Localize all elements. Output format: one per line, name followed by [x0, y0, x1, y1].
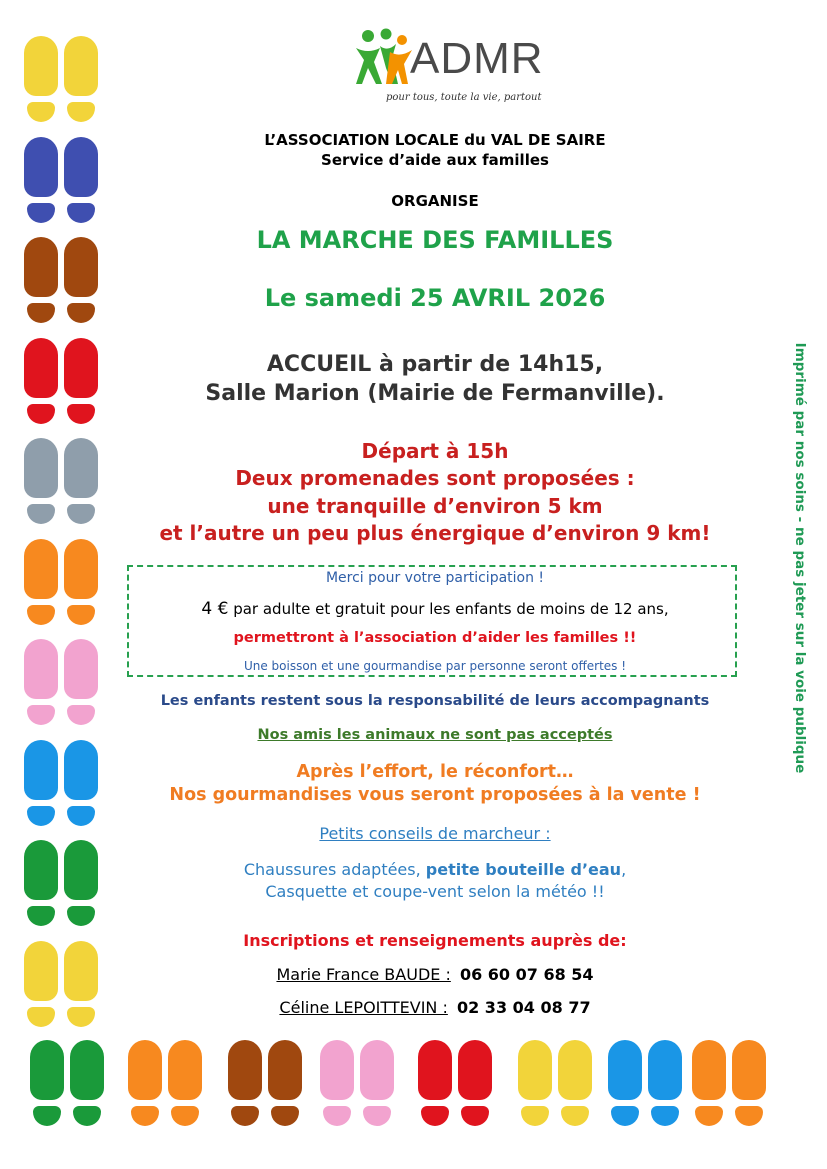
- animals-notice: Nos amis les animaux ne sont pas acceptés: [257, 727, 613, 743]
- organise-label: ORGANISE: [391, 192, 479, 210]
- tips-line1: [120, 860, 750, 879]
- footprint-icon: [64, 36, 98, 122]
- tips-line2: Casquette et coupe-vent selon la météo !!: [265, 882, 605, 901]
- footprint-icon: [518, 1040, 552, 1126]
- tips-heading: Petits conseils de marcheur :: [319, 824, 551, 843]
- footprint-icon: [24, 941, 58, 1027]
- admr-brand: ADMR: [410, 34, 544, 83]
- footprint-pair-icon: [24, 941, 98, 1027]
- welcome-place: Salle Marion (Mairie de Fermanville).: [205, 381, 665, 406]
- footprint-icon: [64, 137, 98, 223]
- footprint-pair-icon: [24, 639, 98, 725]
- tips-water: petite bouteille d’eau: [425, 860, 622, 879]
- comfort-line2: Nos gourmandises vous seront proposées à la vente !: [169, 785, 701, 805]
- footprint-icon: [24, 36, 58, 122]
- footprint-pair-icon: [24, 840, 98, 926]
- admr-people-icon: [352, 28, 416, 86]
- footprint-icon: [268, 1040, 302, 1126]
- footprint-pair-icon: [24, 740, 98, 826]
- footprint-icon: [458, 1040, 492, 1126]
- footprint-icon: [64, 539, 98, 625]
- footprint-pair-icon: [24, 539, 98, 625]
- footprint-icon: [228, 1040, 262, 1126]
- footprint-icon: [24, 740, 58, 826]
- footprint-icon: [64, 438, 98, 524]
- footprint-pair-icon: [24, 36, 98, 122]
- tips-comma: ,: [621, 860, 627, 879]
- event-date: Le samedi 25 AVRIL 2026: [264, 284, 606, 312]
- participation-benefit: permettront à l’association d’aider les familles !!: [233, 630, 637, 646]
- contact-name: Marie France BAUDE :: [276, 965, 451, 984]
- footprint-icon: [64, 740, 98, 826]
- footprint-icon: [64, 237, 98, 323]
- footprint-pair-icon: [24, 438, 98, 524]
- footprint-icon: [418, 1040, 452, 1126]
- walk-energetic: et l’autre un peu plus énergique d’environ 9 km!: [159, 521, 711, 545]
- footprint-pair-icon: [128, 1040, 202, 1126]
- contact-row: [120, 998, 750, 1017]
- walks-intro: Deux promenades sont proposées :: [235, 466, 635, 490]
- contact-phone: 02 33 04 08 77: [456, 998, 591, 1017]
- contact-phone: 06 60 07 68 54: [459, 965, 594, 984]
- footprint-pair-icon: [608, 1040, 682, 1126]
- children-notice: Les enfants restent sous la responsabilité de leurs accompagnants: [160, 693, 710, 709]
- footprint-icon: [168, 1040, 202, 1126]
- footprint-pair-icon: [24, 338, 98, 424]
- admr-logo: [352, 28, 552, 108]
- print-notice-text: Imprimé par nos soins - ne pas jeter sur la voie publique: [792, 342, 808, 774]
- walk-easy: une tranquille d’environ 5 km: [267, 494, 603, 518]
- footprint-icon: [64, 639, 98, 725]
- contact-row: [120, 965, 750, 984]
- footprint-icon: [64, 840, 98, 926]
- footprint-icon: [320, 1040, 354, 1126]
- footprint-icon: [24, 237, 58, 323]
- participation-price: [120, 599, 750, 619]
- footprint-icon: [64, 941, 98, 1027]
- price-amount: 4 €: [201, 599, 229, 619]
- footprint-icon: [24, 338, 58, 424]
- participation-thanks: Merci pour votre participation !: [325, 570, 545, 586]
- footprint-pair-icon: [30, 1040, 104, 1126]
- footprint-pair-icon: [24, 137, 98, 223]
- welcome-time: ACCUEIL à partir de 14h15,: [266, 352, 604, 377]
- footprint-icon: [64, 338, 98, 424]
- footprint-icon: [24, 438, 58, 524]
- footprint-icon: [24, 840, 58, 926]
- footprint-pair-icon: [692, 1040, 766, 1126]
- organizer-line2: Service d’aide aux familles: [321, 151, 549, 169]
- participation-offer: Une boisson et une gourmandise par personne seront offertes !: [243, 659, 627, 673]
- footprint-icon: [24, 539, 58, 625]
- footprint-icon: [30, 1040, 64, 1126]
- footprint-pair-icon: [418, 1040, 492, 1126]
- event-title: LA MARCHE DES FAMILLES: [256, 226, 614, 254]
- footprint-icon: [128, 1040, 162, 1126]
- print-notice: [790, 292, 810, 824]
- footprint-icon: [24, 639, 58, 725]
- footprint-pair-icon: [518, 1040, 592, 1126]
- footprint-icon: [70, 1040, 104, 1126]
- footprint-pair-icon: [228, 1040, 302, 1126]
- admr-tagline: pour tous, toute la vie, partout: [386, 92, 542, 103]
- footprint-pair-icon: [320, 1040, 394, 1126]
- footprint-icon: [692, 1040, 726, 1126]
- footprint-icon: [648, 1040, 682, 1126]
- organizer-line1: L’ASSOCIATION LOCALE du VAL DE SAIRE: [264, 131, 606, 149]
- footprint-icon: [732, 1040, 766, 1126]
- tips-shoes: Chaussures adaptées,: [243, 860, 426, 879]
- comfort-line1: Après l’effort, le réconfort…: [296, 762, 574, 782]
- footprint-icon: [360, 1040, 394, 1126]
- contact-name: Céline LEPOITTEVIN :: [279, 998, 448, 1017]
- price-details: par adulte et gratuit pour les enfants de moins de 12 ans,: [228, 600, 669, 618]
- footprint-icon: [608, 1040, 642, 1126]
- departure-time: Départ à 15h: [361, 439, 509, 463]
- footprint-icon: [558, 1040, 592, 1126]
- footprint-icon: [24, 137, 58, 223]
- footprint-pair-icon: [24, 237, 98, 323]
- contacts-heading: Inscriptions et renseignements auprès de:: [243, 931, 627, 950]
